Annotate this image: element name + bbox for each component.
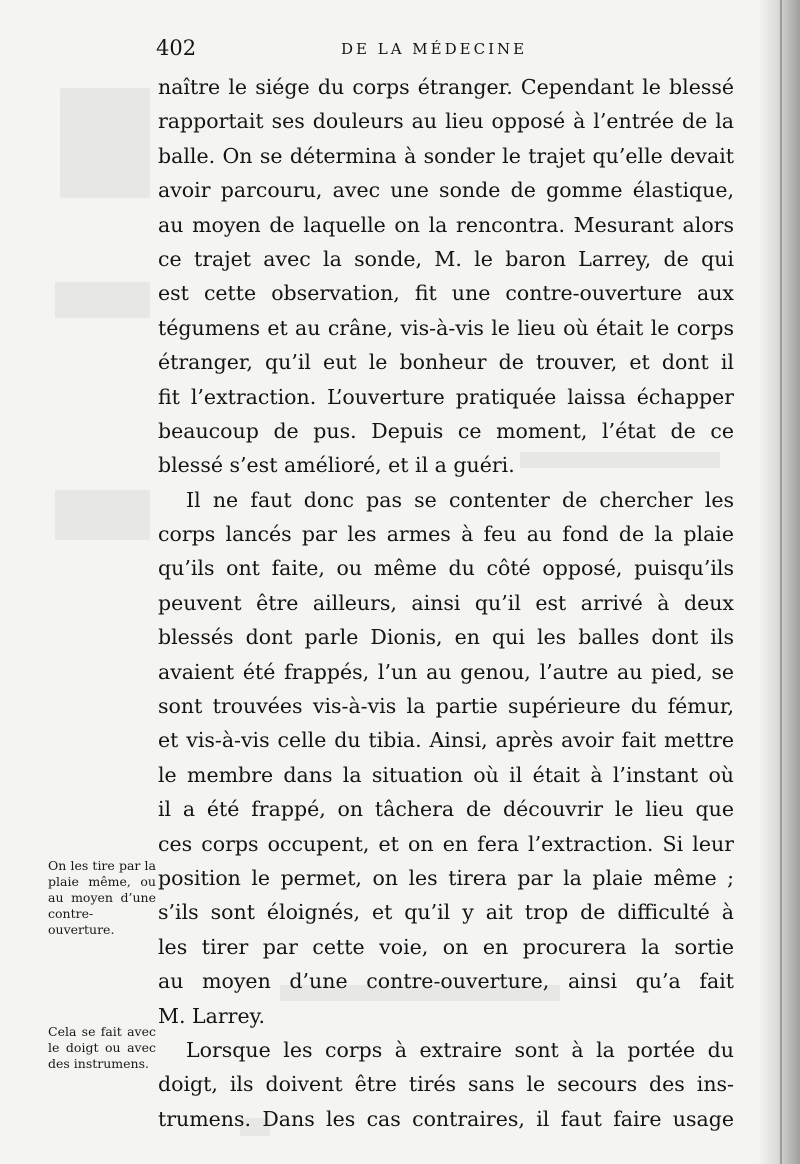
text-line: le membre dans la situation où il était à l’instant où (158, 762, 734, 787)
text-line: est cette observation, fit une contre-ouverture aux (158, 281, 734, 306)
margin-note: On les tire par la plaie même, ou au moyen d’une contre-ouverture. (48, 858, 156, 937)
text-line: avaient été frappés, l’un au genou, l’autre au pied, se (158, 659, 734, 684)
text-line: M. Larrey. (158, 1003, 265, 1028)
text-line: trumens. Dans les cas contraires, il faut faire usage (158, 1106, 734, 1131)
margin-note: Cela se fait avec le doigt ou avec des instrumens. (48, 1024, 156, 1071)
text-line: Il ne faut donc pas se contenter de chercher les (186, 487, 734, 512)
text-line: corps lancés par les armes à feu au fond de la plaie (158, 522, 734, 547)
text-line: naître le siége du corps étranger. Cependant le blessé (158, 75, 734, 99)
text-line: blessé s’est amélioré, et il a guéri. (158, 453, 515, 478)
bleed-through-mark (60, 88, 150, 198)
page-number: 402 (156, 36, 197, 60)
body-text (158, 70, 734, 1136)
text-line: s’ils sont éloignés, et qu’il y ait trop de difficulté à (158, 900, 734, 925)
text-line: ces corps occupent, et on en fera l’extraction. Si leur (158, 831, 734, 856)
text-line: étranger, qu’il eut le bonheur de trouver, et dont il (158, 350, 734, 375)
text-line: fit l’extraction. L’ouverture pratiquée laissa échapper (158, 384, 734, 409)
text-line: beaucoup de pus. Depuis ce moment, l’état de ce (158, 418, 734, 443)
text-line: doigt, ils doivent être tirés sans le secours des ins- (158, 1072, 734, 1097)
bleed-through-mark (55, 490, 150, 540)
running-title: DE LA MÉDECINE (341, 40, 528, 58)
text-line: les tirer par cette voie, on en procurera la sortie (158, 934, 734, 959)
text-line: balle. On se détermina à sonder le trajet qu’elle devait (158, 143, 734, 168)
text-line: il a été frappé, on tâchera de découvrir le lieu que (158, 797, 734, 822)
text-line: qu’ils ont faite, ou même du côté opposé, puisqu’ils (158, 556, 734, 581)
text-line: rapportait ses douleurs au lieu opposé à l’entrée de la (158, 109, 734, 134)
text-line: au moyen de laquelle on la rencontra. Mesurant alors (158, 212, 734, 237)
page-edge-shadow (758, 0, 800, 1164)
text-line: sont trouvées vis-à-vis la partie supérieure du fémur, (158, 694, 734, 719)
page-edge-line (780, 0, 782, 1164)
text-line: peuvent être ailleurs, ainsi qu’il est arrivé à deux (158, 590, 734, 615)
text-line: Lorsque les corps à extraire sont à la portée du (186, 1037, 734, 1062)
text-line: et vis-à-vis celle du tibia. Ainsi, après avoir fait mettre (158, 728, 734, 753)
text-line: position le permet, on les tirera par la plaie même ; (158, 865, 734, 890)
text-line: tégumens et au crâne, vis-à-vis le lieu où était le corps (158, 315, 734, 340)
bleed-through-mark (55, 282, 150, 318)
page-header (156, 36, 746, 66)
text-line: blessés dont parle Dionis, en qui les balles dont ils (158, 625, 734, 650)
text-line: au moyen d’une contre-ouverture, ainsi qu’a fait (158, 969, 734, 994)
text-line: ce trajet avec la sonde, M. le baron Larrey, de qui (158, 246, 734, 271)
text-line: avoir parcouru, avec une sonde de gomme élastique, (158, 178, 734, 203)
